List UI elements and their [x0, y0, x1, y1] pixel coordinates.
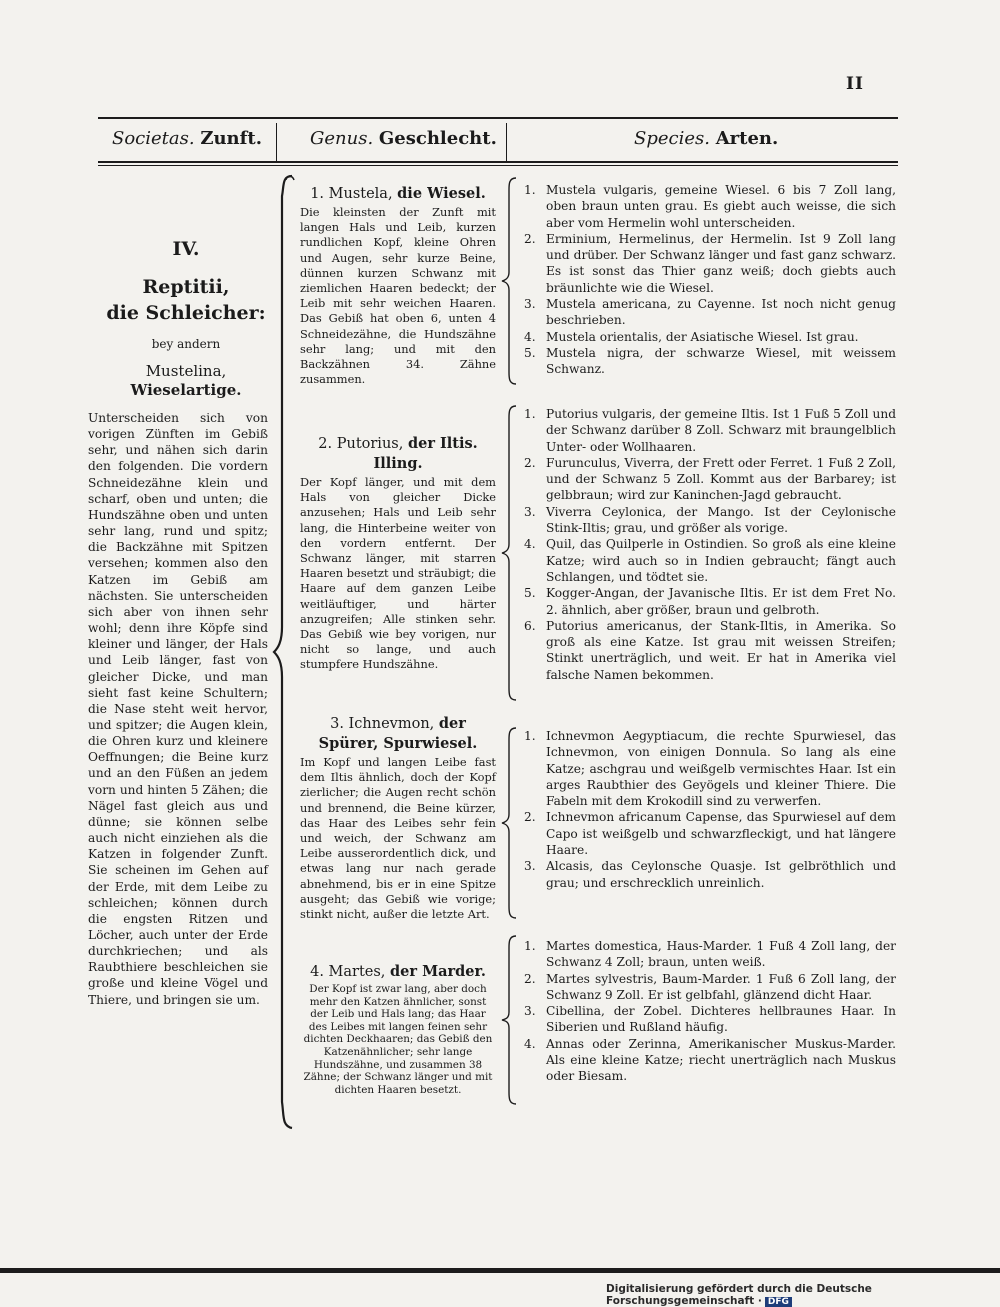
dfg-logo: DFG — [765, 1297, 792, 1307]
genus-1-title — [300, 184, 496, 204]
species-item — [524, 971, 896, 1004]
bottom-scan-border — [0, 1268, 1000, 1273]
species-number: 1. — [524, 729, 536, 743]
brace-group-2-icon — [500, 404, 520, 702]
top-rule — [98, 117, 898, 119]
species-text: Ichnevmon africanum Capense, das Spurwiesel auf dem Capo ist weißgelb und schwarzfleckigt, und hat längere Haare. — [546, 810, 896, 858]
species-number: 4. — [524, 1036, 536, 1051]
genus-4-latin: 4. Martes, — [310, 964, 386, 980]
genus-1-description: Die kleinsten der Zunft mit langen Hals und Leib, kurzen rundlichen Kopf, kleine Ohren und Augen, sehr kurze Beine, dünnen kurzen Schwanz mit ziemlichen Haaren bedeckt; der Leib mit sehr weichen Haaren. Das Gebiß hat oben 6, unten 4 Schneidezähne, die Hundszähne sehr lang; und mit den Backzähnen 34. Zähne zusammen. — [300, 205, 496, 387]
genus-2-title — [300, 434, 496, 474]
column-divider-right — [506, 123, 507, 161]
species-number: 3. — [524, 504, 536, 519]
genus-2 — [300, 434, 496, 673]
species-item — [524, 504, 896, 537]
species-item — [524, 296, 896, 329]
species-item — [524, 329, 896, 345]
species-number: 1. — [524, 407, 536, 421]
species-number: 5. — [524, 586, 536, 601]
order-alt-label: bey andern — [151, 337, 221, 351]
order-name-latin: Reptitii, — [142, 276, 230, 298]
genus-1-german: die Wiesel. — [397, 185, 486, 202]
species-item — [524, 345, 896, 378]
species-number: 2. — [524, 455, 536, 470]
species-number: 2. — [524, 810, 536, 825]
species-item — [524, 618, 896, 683]
species-item — [524, 585, 896, 618]
species-number: 4. — [524, 329, 536, 344]
column-divider-left — [276, 123, 277, 161]
species-item — [524, 455, 896, 504]
order-german: Wieselartige. — [130, 381, 242, 399]
species-text: Mustela nigra, der schwarze Wiesel, mit weissem Schwanz. — [546, 345, 896, 377]
header-species — [634, 128, 778, 149]
species-item — [524, 1036, 896, 1085]
order-number: IV. — [172, 238, 200, 260]
header-bottom-rule-thin — [98, 165, 898, 166]
species-item — [524, 231, 896, 296]
genus-3-title — [300, 714, 496, 754]
species-text: Putorius vulgaris, der gemeine Iltis. Ist 1 Fuß 5 Zoll und der Schwanz darüber 8 Zoll. Schwarz mit braungelblich Unter- oder Wollhaaren. — [546, 407, 896, 454]
brace-group-4-icon — [500, 934, 520, 1106]
genus-3-description: Im Kopf und langen Leibe fast dem Iltis ähnlich, doch der Kopf zierlicher; die Augen recht schön und brennend, die Beine kürzer, das Haar des Leibes sehr fein und weich, der Schwanz am Leibe ausserordentlich dick, und etwas lang nur nach gerade abnehmend, bis er in eine Spitze ausgeht; das Gebiß wie vorige; stinkt nicht, außer die letzte Art. — [300, 755, 496, 922]
page-number: II — [846, 74, 864, 94]
order-description: Unterscheiden sich von vorigen Zünften im Gebiß sehr, und nähen sich darin den folgenden. Die vordern Schneidezähne klein und scharf, oben und unten; die Hundszähne oben und unten sehr lang, rund und spitz; die Backzähne mit Spitzen versehen; kommen also den Katzen im Gebiß am nächsten. Sie unterscheiden sich aber von ihnen sehr wohl; denn ihre Köpfe sind kleiner und länger, der Hals und Leib länger, fast von gleicher Dicke, und man sieht fast keine Schultern; die Nase steht weit hervor, und spitzer; die Augen klein, die Ohren kurz und kleinere Oeffnungen; die Beine kurz und an den Füßen an jedem vorn und hinten 5 Zähen; die Nägel fast gleich aus und dünne; sie können selbe auch nicht einziehen als die Katzen in folgender Zunft. Sie scheinen im Gehen auf der Erde, mit dem Leibe zu schleichen; können durch die engsten Ritzen und Löcher, auch unter der Erde durchkriechen; und als Raubthiere beschleichen sie große und kleine Vögel und Thiere, und bringen sie um. — [88, 411, 268, 1007]
species-number: 2. — [524, 231, 536, 246]
genus-4-description: Der Kopf ist zwar lang, aber doch mehr den Katzen ähnlicher, sonst der Leib und Hals lang; das Haar des Leibes mit langen feinen sehr dichten Deckhaaren; das Gebiß den Katzenähnlicher; sehr lange Hundszähne, und zusammen 38 Zähne; der Schwanz länger und mit dichten Haaren besetzt. — [303, 983, 493, 1096]
species-text: Putorius americanus, der Stank-Iltis, in Amerika. So groß als eine Katze. Ist grau mit weissen Streifen; Stinkt unerträglich, und weit. Er hat in Amerika viel falsche Namen bekommen. — [546, 618, 896, 682]
header-species-german: Arten. — [715, 128, 779, 149]
species-item — [524, 182, 896, 231]
species-text: Annas oder Zerinna, Amerikanischer Muskus-Marder. Als eine kleine Katze; riecht unerträglich nach Muskus oder Biesam. — [546, 1036, 896, 1084]
genus-4 — [300, 962, 496, 1096]
brace-group-1-icon — [500, 176, 520, 386]
species-number: 3. — [524, 297, 536, 312]
genus-1-latin: 1. Mustela, — [310, 186, 393, 202]
species-number: 5. — [524, 345, 536, 360]
species-text: Alcasis, das Ceylonsche Quasje. Ist gelbröthlich und grau; und erschrecklich unreinlich. — [546, 859, 896, 890]
genus-2-description: Der Kopf länger, und mit dem Hals von gleicher Dicke anzusehen; Hals und Leib sehr lang, die Hinterbeine weiter von den vordern entfernt. Der Schwanz länger, mit starren Haaren besetzt und sträubigt; die Haare auf dem ganzen Leibe weitläuftiger, und härter anzugreifen; Alle stinken sehr. Das Gebiß wie bey vorigen, nur nicht so lange, und auch stumpfere Hundszähne. — [300, 475, 496, 672]
species-group-1 — [524, 182, 896, 378]
species-text: Viverra Ceylonica, der Mango. Ist der Ceylonische Stink-Iltis; grau, und größer als vorige. — [546, 504, 896, 536]
species-number: 6. — [524, 618, 536, 633]
order-latin: Mustelina, — [145, 362, 227, 380]
genus-4-german: der Marder. — [390, 963, 486, 980]
species-text: Mustela vulgaris, gemeine Wiesel. 6 bis 7 Zoll lang, oben braun unten grau. Es giebt auch weisse, die sich aber vom Hermelin wohl unterscheiden. — [546, 183, 896, 230]
header-societas-german: Zunft. — [200, 128, 262, 149]
species-number: 2. — [524, 971, 536, 986]
species-item — [524, 728, 896, 809]
genus-3 — [300, 714, 496, 922]
header-societas-latin: Societas. — [112, 128, 195, 149]
species-number: 4. — [524, 537, 536, 552]
species-item — [524, 1003, 896, 1036]
species-item — [524, 809, 896, 858]
species-number: 3. — [524, 859, 536, 874]
species-item — [524, 536, 896, 585]
species-number: 3. — [524, 1004, 536, 1019]
large-brace-icon — [272, 172, 298, 1132]
species-text: Mustela orientalis, der Asiatische Wiesel. Ist grau. — [546, 329, 859, 344]
species-number: 1. — [524, 183, 536, 197]
header-species-latin: Species. — [634, 128, 710, 149]
footer-text: Digitalisierung gefördert durch die Deutsche Forschungsgemeinschaft · — [606, 1283, 872, 1307]
species-group-3 — [524, 728, 896, 891]
species-text: Ichnevmon Aegyptiacum, die rechte Spurwiesel, das Ichnevmon, von einigen Donnula. So lang als eine Katze; aschgrau und weißgelb vermischtes Haar. Ist ein arges Raubthier des Geyögels und kleiner Thiere. Die Fabeln mit dem Krokodill sind zu verwerfen. — [546, 729, 896, 809]
species-text: Martes domestica, Haus-Marder. 1 Fuß 4 Zoll lang, der Schwanz 4 Zoll; braun, unten weiß. — [546, 939, 896, 970]
species-text: Martes sylvestris, Baum-Marder. 1 Fuß 6 Zoll lang, der Schwanz 9 Zoll. Er ist gelbfahl, glänzend dicht Haar. — [546, 971, 896, 1002]
species-text: Erminium, Hermelinus, der Hermelin. Ist 9 Zoll lang und drüber. Der Schwanz länger und fast ganz schwarz. Es ist sonst das Thier ganz weiß; doch giebts auch bräunlichte wie die Wiesel. — [546, 231, 896, 295]
genus-3-latin: 3. Ichnevmon, — [330, 716, 435, 732]
species-item — [524, 938, 896, 971]
header-bottom-rule — [98, 161, 898, 163]
species-text: Quil, das Quilperle in Ostindien. So groß als eine kleine Katze; wird auch so in Indien gebraucht; fängt auch Schlangen, und tödtet sie. — [546, 537, 896, 584]
genus-4-title — [300, 962, 496, 982]
order-name-german: die Schleicher: — [106, 302, 266, 324]
species-text: Furunculus, Viverra, der Frett oder Ferret. 1 Fuß 2 Zoll, und der Schwanz 5 Zoll. Kommt aus der Barbarey; ist gelbbraun; wird zur Kaninchen-Jagd gebraucht. — [546, 455, 896, 503]
genus-3-german: der Spürer, Spurwiesel. — [318, 715, 478, 752]
header-genus-latin: Genus. — [310, 128, 374, 149]
species-group-2 — [524, 406, 896, 683]
species-group-4 — [524, 938, 896, 1085]
genus-2-german: der Iltis. Illing. — [373, 435, 478, 472]
footer-credit — [606, 1283, 1000, 1307]
header-genus — [310, 128, 497, 149]
species-text: Cibellina, der Zobel. Dichteres hellbraunes Haar. In Siberien und Rußland häufig. — [546, 1004, 896, 1035]
genus-2-latin: 2. Putorius, — [318, 436, 404, 452]
species-item — [524, 406, 896, 455]
species-text: Kogger-Angan, der Javanische Iltis. Er ist dem Fret No. 2. ähnlich, aber größer, braun und gelbroth. — [546, 586, 896, 617]
order-name — [100, 274, 272, 326]
species-text: Mustela americana, zu Cayenne. Ist noch nicht genug beschrieben. — [546, 297, 896, 328]
genus-1 — [300, 184, 496, 387]
species-number: 1. — [524, 939, 536, 953]
brace-group-3-icon — [500, 726, 520, 920]
header-genus-german: Geschlecht. — [378, 128, 497, 149]
header-societas — [112, 128, 262, 149]
species-item — [524, 858, 896, 891]
